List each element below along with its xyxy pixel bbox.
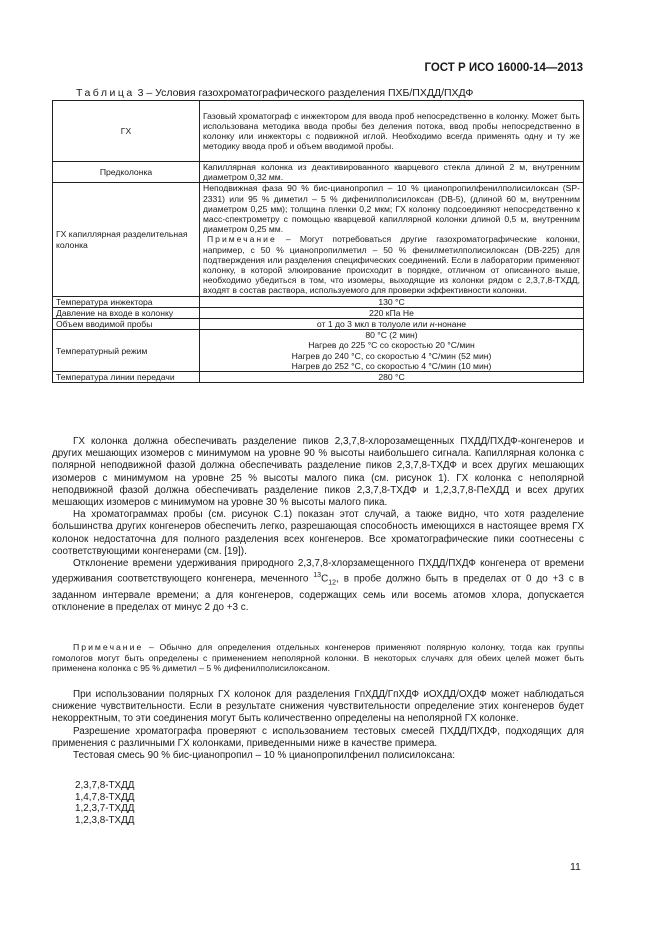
note [52,642,584,674]
list-item: 1,2,3,7-ТХДД [75,803,135,815]
gc-conditions-table [52,100,584,383]
superscript: 13 [313,572,322,580]
paragraph-text: С [321,573,329,585]
param-cell: Температурный режим [53,330,200,372]
param-cell: Давление на входе в колонку [53,307,200,318]
page-number: 11 [570,861,581,873]
paragraph: ГХ колонка должна обеспечивать разделение пиков 2,3,7,8-хлорозамещенных ПХДД/ПХДФ-конгенеров и других мешающих изомеров с минимумом на уровне 90 % высоты наибольшего сигнала. Капиллярная колонка с полярной неподвижной фазой должна обеспечивать разделение пиков 2,3,7,8-ТХДФ и всех других мешающих изомеров с минимумом на уровне 25 % высоты малого пика (см. рисунок 1). ГХ колонка с неполярной неподвижной фазой должна обеспечивать разделение пиков 2,3,7,8-ТХДФ и 1,2,3,7,8-ПеХДД и всех других мешающих изомеров с минимумом на уровне 30 % высоты малого пика. [52,436,584,509]
temperature-step: Нагрев до 252 °C, со скоростью 4 °C/мин (10 мин) [291,360,492,371]
table-row [53,330,584,372]
table-note-text: – Могут потребоваться другие газохроматографические колонки, например, с 50 % цианопропилметил – 50 % фенилметилполисилоксан (DB-225) для подтверждения или разделения специфических соединений. Если в лаборатории применяют колонку, в которой элюирование происходит в порядке, отличном от описанного выше, необходимо убедиться в том, что изомеры, выходящие из колонки рядом с 2,3,7,8-ТХДД, входят в состав раствора, используемого для проверки эффективности колонки. [203,234,580,296]
table-caption-text: 3 – Условия газохроматографического разделения ПХБ/ПХДД/ПХДФ [134,87,474,99]
table-note [203,234,580,295]
table-row [53,307,584,318]
table-note-label: Примечание [207,234,277,245]
test-mix-list [75,780,134,826]
value-cell [200,183,584,296]
value-text: -нонане [434,319,467,330]
table-row [53,319,584,330]
table-row [53,296,584,307]
value-text: от 1 до 3 мкл в толуоле или [316,319,430,330]
param-cell: Температура инжектора [53,296,200,307]
param-cell: Объем вводимой пробы [53,319,200,330]
table-row [53,372,584,383]
document-id: ГОСТ Р ИСО 16000-14—2013 [424,62,583,74]
table-row [53,183,584,296]
list-item: 1,2,3,8-ТХДД [75,814,135,826]
paragraph: Разрешение хроматографа проверяют с использованием тестовых смесей ПХДД/ПХДФ, подходящих для применения с различными ГХ колонками, приведенными ниже в качестве примера. [52,725,584,749]
value-cell: 280 °C [200,372,584,383]
value-cell: Капиллярная колонка из деактивированного кварцевого стекла длиной 2 м, внутренним диаметром 0,32 мм. [200,162,584,183]
paragraph [52,558,584,614]
note-text: – Обычно для определения отдельных конгенеров применяют полярную колонку, тогда как группы гомологов могут быть определены с применением неполярной колонки. В некоторых случаях для обеих целей может быть применена колонка с 95 % диметил – 5 % дифенилполисилоксаном. [52,642,584,674]
subscript: 12 [328,579,337,587]
paragraph: При использовании полярных ГХ колонок для разделения ГпХДД/ГпХДФ иОХДД/ОХДФ может наблюдаться снижение чувствительности. Если в результате снижения чувствительности определение этих конгенеров будет некорректным, то эти соединения могут быть количественно определены на неполярной ГХ колонке. [52,689,584,725]
value-cell [200,330,584,372]
value-cell [200,319,584,330]
param-cell: Температура линии передачи [53,372,200,383]
temperature-step: 80 °C (2 мин) [365,330,418,341]
table-caption [76,87,473,99]
body-text-1 [52,436,584,614]
paragraph-text: , в пробе должно быть в пределах от 0 до +3 с в заданном интервале времени; а для конгенеров, содержащих семь или восемь атомов хлора, допускается отклонение в пределах от минус 2 до +3 с. [52,573,585,613]
paragraph: На хроматограммах пробы (см. рисунок С.1) показан этот случай, а также видно, что хотя разделение большинства других конгенеров обеспечить легко, разрешающая способность имеющихся в настоящее время ГХ колонок недостаточна для полного разделения всех конгенеров. Все хроматографические пики соотнесены с соответствующими конгенерами (см. [19]). [52,509,584,557]
note-block [52,642,584,674]
body-text-2 [52,689,584,762]
param-cell: ГХ капиллярная разделительная колонка [53,183,200,296]
column-description: Неподвижная фаза 90 % бис-цианопропил – 10 % цианопропилфенилполисилоксан (SP-2331) или 95 % диметил – 5 % дифенилполисилоксан (DB-5), (длиной 60 м, внутренним диаметром 0,25 мм); толщина пленки 0,2 мкм; ГХ колонку подсоединяют непосредственно к масс-спектрометру с помощью кварцевой капиллярной колонки длиной 0,5 м, внутренним диаметром 0,25 мм. [203,183,580,235]
value-italic: н [429,319,435,330]
note-label: Примечание [73,642,144,652]
list-item: 1,4,7,8-ТХДД [75,791,135,803]
value-cell: 130 °C [200,296,584,307]
paragraph-text: Отклонение времени удерживания природного 2,3,7,8-хлорзамещенного ПХДД/ПХДФ конгенера от времени удерживания соответствующего конгенера, меченного [52,558,584,585]
param-cell: Предколонка [53,162,200,183]
paragraph: Тестовая смесь 90 % бис-цианопропил – 10 % цианопропилфенил полисилоксана: [73,750,455,762]
temperature-step: Нагрев до 225 °C со скоростью 20 °C/мин [308,340,475,351]
table-caption-label: Таблица [76,87,135,99]
value-cell: 220 кПа He [200,307,584,318]
table-row [53,162,584,183]
list-item: 2,3,7,8-ТХДД [75,780,135,791]
table-row [53,101,584,162]
param-cell: ГХ [53,101,200,162]
value-cell: Газовый хроматограф с инжектором для ввода проб непосредственно в колонку. Может быть использована методика ввода пробы без деления потока, ввод пробы непосредственно в колонку или инжекторы с подвижной иглой. Необходимо всегда применять одну и ту же методику ввода проб и объем вводимой пробы. [200,101,584,162]
temperature-step: Нагрев до 240 °C, со скоростью 4 °C/мин (52 мин) [291,350,492,361]
